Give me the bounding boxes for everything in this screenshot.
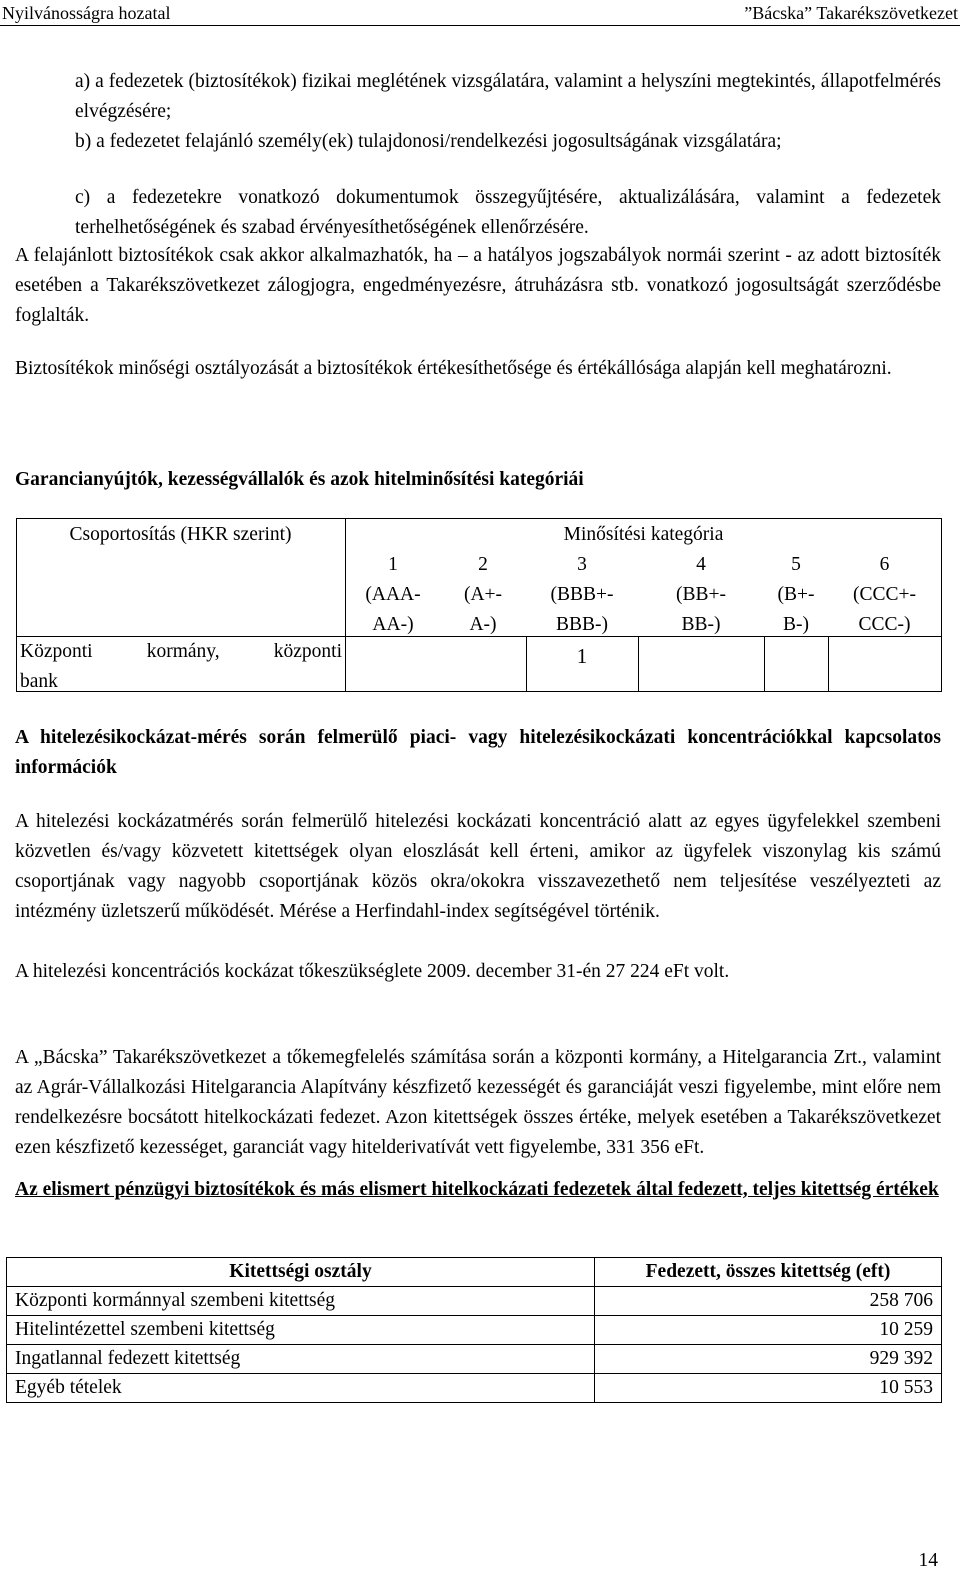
list-item-b: b) a fedezetet felajánló személy(ek) tulajdonosi/rendelkezési jogosultságának vizsgálatára;: [75, 131, 782, 152]
paragraph-concentration-definition: A hitelezési kockázatmérés során felmerülő hitelezési kockázati koncentráció alatt az egyes ügyfelekkel szembeni közvetlen és/vagy közvetett kitettségek olyan eloszlását kell érteni, amikor az ügyfelek viszonylag kis számú csoportjának vagy nagyobb csoportjának közös okra/okokra visszavezethető nem teljesítése veszélyezteti az intézmény üzletszerű működését. Mérése a Herfindahl-index segítségével történik.: [15, 811, 941, 922]
row-value: 10 553: [595, 1374, 942, 1403]
row-label: Hitelintézettel szembeni kitettség: [7, 1316, 595, 1345]
row-label: Egyéb tételek: [7, 1374, 595, 1403]
category-2-num: 2: [478, 554, 488, 575]
paragraph-collateral-rights: A felajánlott biztosítékok csak akkor alkalmazhatók, ha – a hatályos jogszabályok normái szerint - az adott biztosíték esetében a Takarékszövetkezet zálogjogra, engedményezésre, átruházásra stb. vonatkozó jogosultságát szerződésbe foglalták.: [15, 245, 941, 326]
rating-table: [16, 518, 941, 692]
row-label-line-2: bank: [20, 671, 58, 692]
category-6: [828, 550, 941, 640]
column-header-covered: Fedezett, összes kitettség (eft): [595, 1258, 942, 1287]
category-3: [526, 550, 638, 640]
category-1-range-b: AA-): [372, 614, 414, 635]
paragraph-guarantees: A „Bácska” Takarékszövetkezet a tőkemegfelelés számítása során a központi kormány, a Hitelgarancia Zrt., valamint az Agrár-Vállalkozási Hitelgarancia Alapítvány készfizető kezességét és garanciáját veszi figyelembe, mint előre nem rendelkezésre bocsátott hitelkockázati fedezet. Azon kitettségek összes értéke, melyek esetében a Takarékszövetkezet ezen készfizető kezességet, garanciát vagy hitelderivatívát vett figyelembe, 331 356 eFt.: [15, 1047, 941, 1158]
list-item-a: a) a fedezetek (biztosítékok) fizikai meglétének vizsgálatára, valamint a helyszíni megtekintés, állapotfelmérés elvégzésére;: [75, 71, 941, 122]
category-4: [638, 550, 764, 640]
heading-guarantors: Garancianyújtók, kezességvállalók és azok hitelminősítési kategóriái: [15, 469, 584, 490]
category-1-range-a: (AAA-: [365, 584, 421, 605]
category-4-range-b: BB-): [681, 614, 721, 635]
category-3-num: 3: [577, 554, 587, 575]
category-2: [440, 550, 526, 640]
category-6-range-a: (CCC+-: [852, 584, 916, 605]
header-divider: [0, 25, 960, 26]
category-2-range-a: (A+-: [463, 584, 503, 605]
paragraph-collateral-grading: Biztosítékok minőségi osztályozását a biztosítékok értékesíthetősége és értékállósága alapján kell meghatározni.: [15, 358, 892, 379]
row-value: 929 392: [595, 1345, 942, 1374]
category-5: [764, 550, 828, 640]
row-rating-value: 1: [576, 644, 588, 668]
row-label-central-govt: [20, 637, 342, 697]
category-5-range-b: B-): [783, 614, 809, 635]
table-row: [7, 1345, 942, 1374]
category-4-num: 4: [696, 554, 706, 575]
row-label-line-1: Központi kormány, központi: [20, 641, 342, 662]
rating-header: Minősítési kategória: [563, 524, 724, 545]
category-1: [346, 550, 440, 640]
header-right: ”Bácska” Takarékszövetkezet: [744, 3, 958, 23]
heading-concentration: A hitelezésikockázat-mérés során felmerülő piaci- vagy hitelezésikockázati koncentrációkkal kapcsolatos információk: [15, 727, 941, 778]
row-label: Központi kormánnyal szembeni kitettség: [7, 1287, 595, 1316]
table-row: [7, 1316, 942, 1345]
exposure-table: [6, 1257, 942, 1403]
category-3-range-a: (BBB+-: [550, 584, 614, 605]
category-4-range-a: (BB+-: [676, 584, 726, 605]
category-5-num: 5: [791, 554, 801, 575]
column-header-class: Kitettségi osztály: [7, 1258, 595, 1287]
category-5-range-a: (B+-: [777, 584, 815, 605]
header-left: Nyilvánosságra hozatal: [2, 3, 171, 23]
category-6-range-b: CCC-): [858, 614, 911, 635]
row-value: 10 259: [595, 1316, 942, 1345]
group-header: Csoportosítás (HKR szerint): [69, 524, 292, 545]
category-1-num: 1: [388, 554, 398, 575]
row-value: 258 706: [595, 1287, 942, 1316]
table-row: [7, 1374, 942, 1403]
category-3-range-b: BBB-): [555, 614, 608, 635]
table-row: [7, 1287, 942, 1316]
category-6-num: 6: [879, 554, 890, 575]
category-2-range-b: A-): [469, 614, 497, 635]
page-header: [0, 0, 960, 24]
heading-covered-exposures: Az elismert pénzügyi biztosítékok és más elismert hitelkockázati fedezetek által fedezett, teljes kitettség értékek: [15, 1179, 939, 1200]
row-label: Ingatlannal fedezett kitettség: [7, 1345, 595, 1374]
table-header-row: [7, 1258, 942, 1287]
paragraph-concentration-capital: A hitelezési koncentrációs kockázat tőkeszükséglete 2009. december 31-én 27 224 eFt volt.: [15, 961, 730, 982]
list-item-c: c) a fedezetekre vonatkozó dokumentumok összegyűjtésére, aktualizálására, valamint a fedezetek terhelhetőségének és szabad érvényesíthetőségének ellenőrzésére.: [75, 187, 941, 238]
page-number: 14: [918, 1550, 938, 1571]
